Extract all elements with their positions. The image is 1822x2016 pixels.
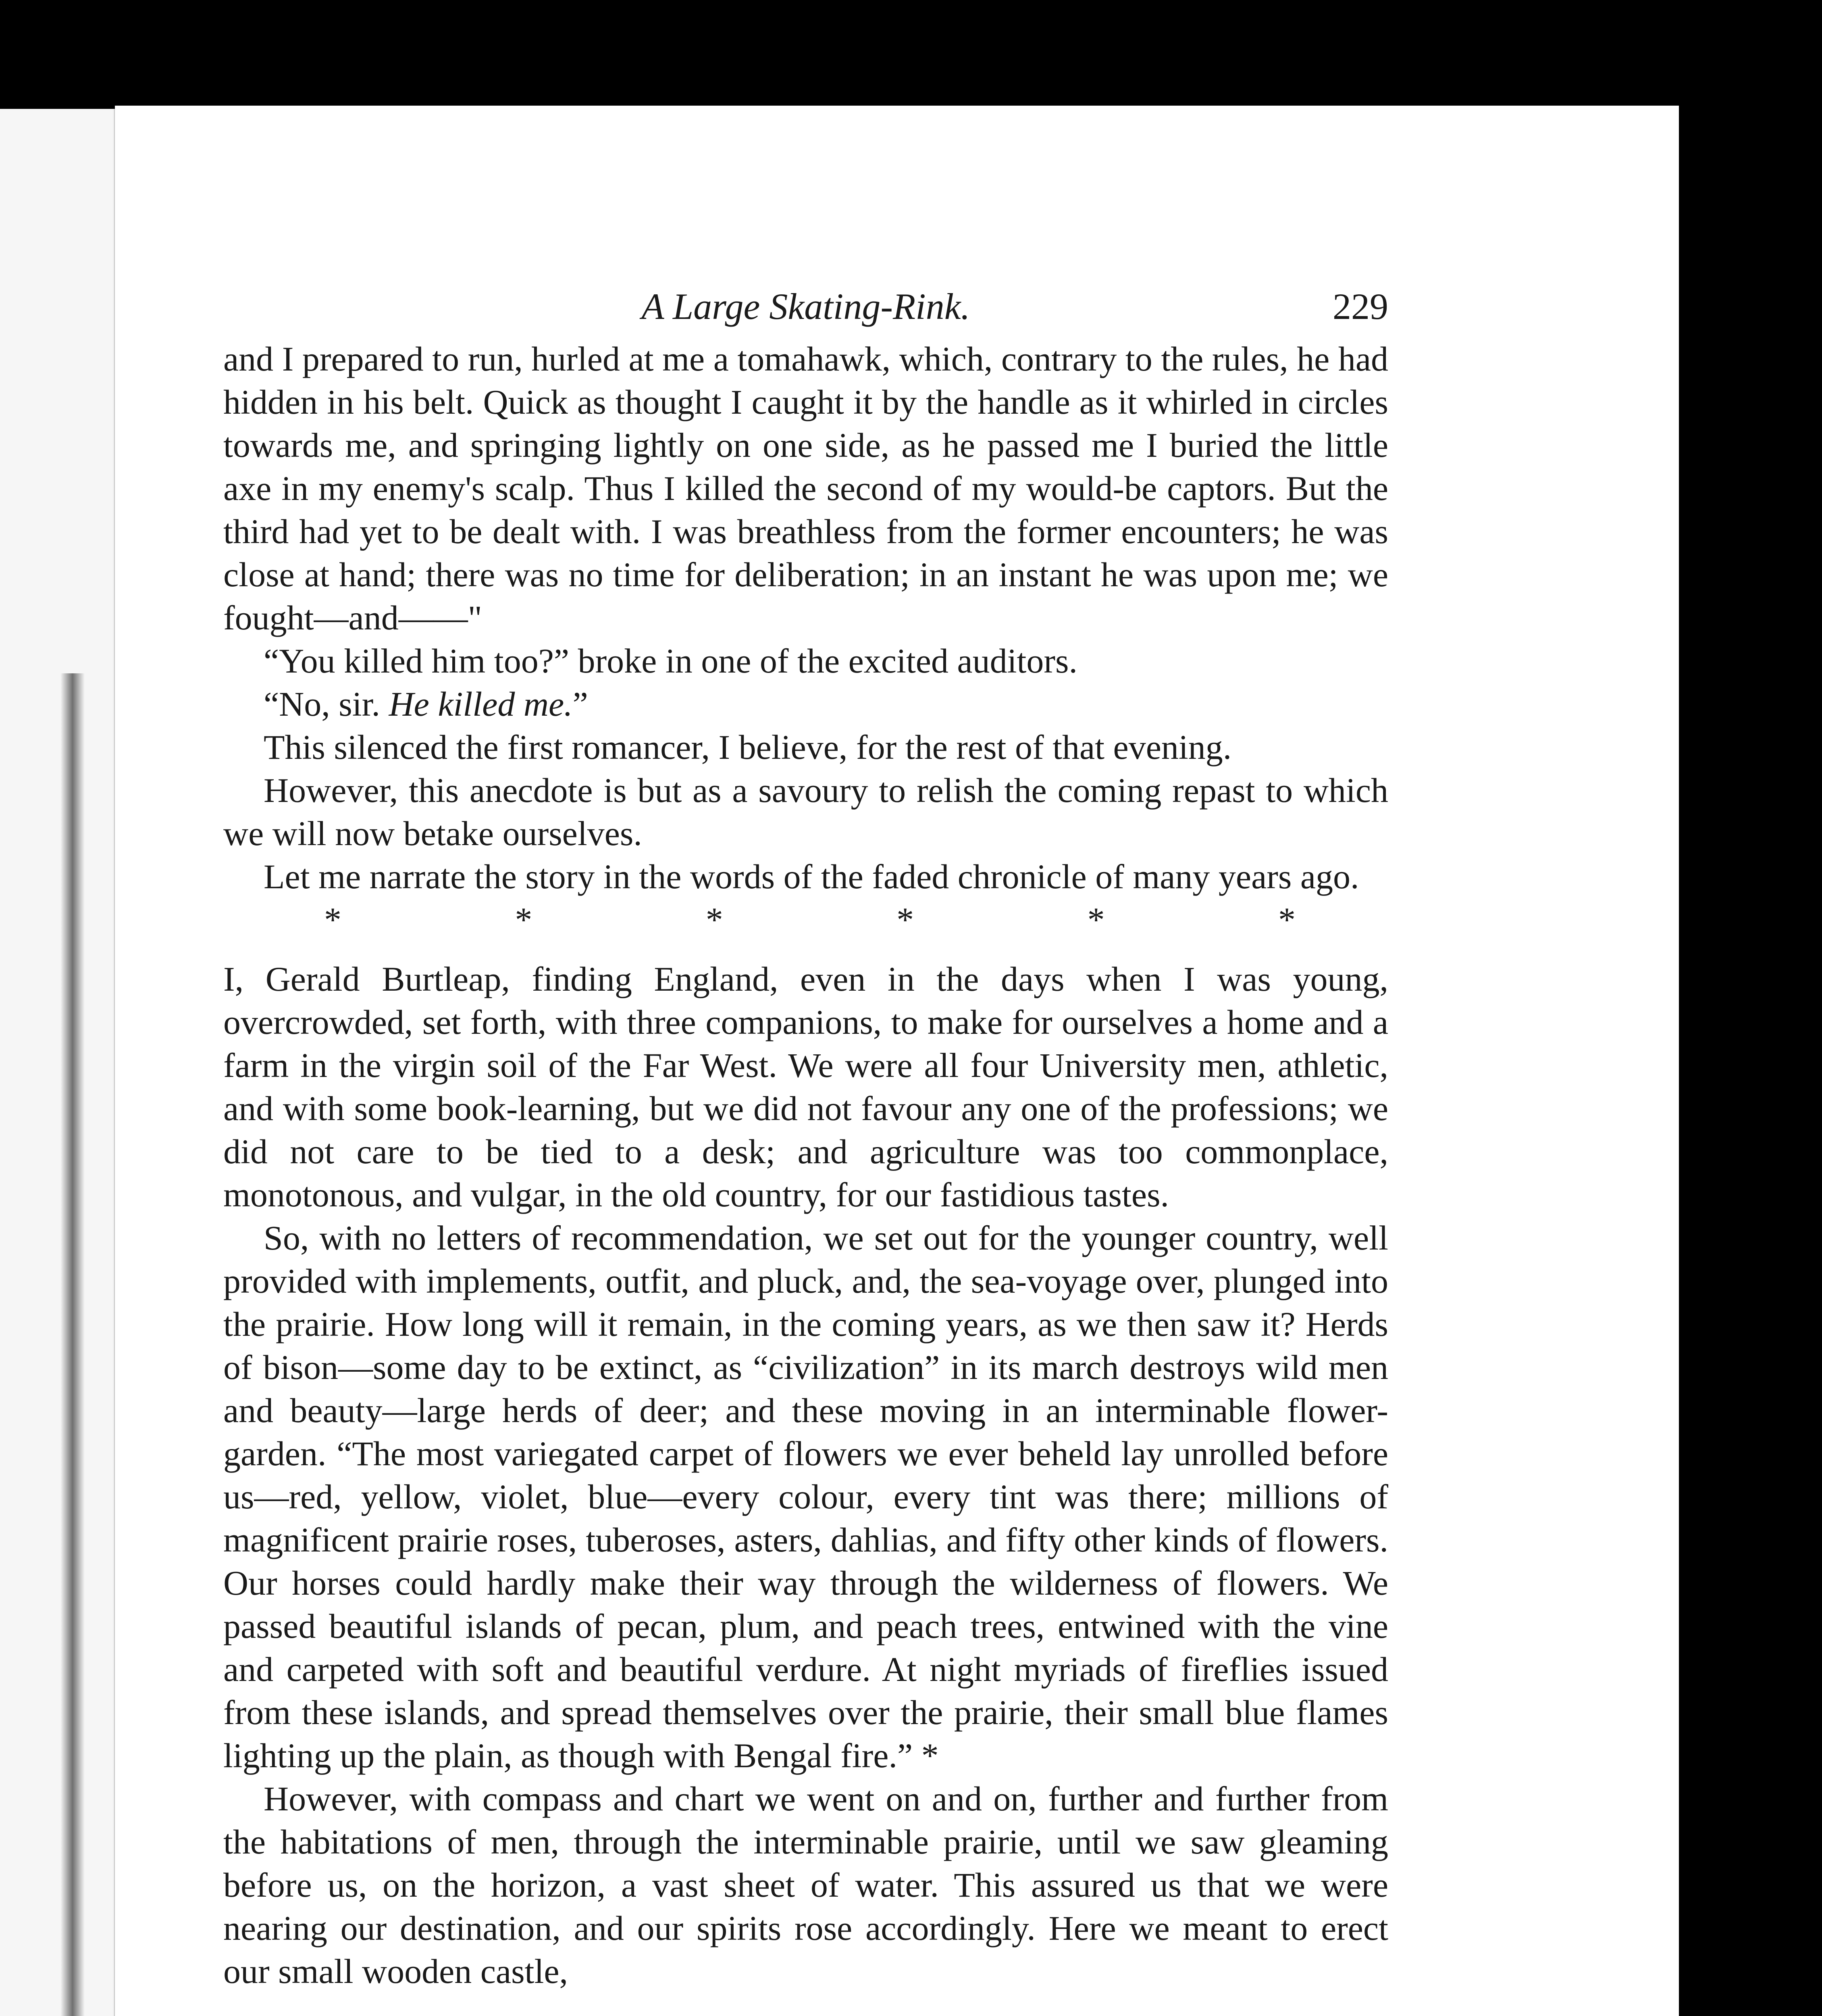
- asterisk: *: [515, 900, 532, 939]
- asterisk: *: [1087, 900, 1105, 939]
- paragraph: Let me narrate the story in the words of the faded chronicle of many years ago.: [264, 857, 1359, 896]
- page-number: 229: [1333, 286, 1388, 327]
- paragraph: However, with compass and chart we went on and on, further and further from the habitations of men, through the interminable prairie, until we saw gleaming before us, on the horizon, a vast sheet of water. This assured us that we were nearing our destination, and our spirits rose accordingly. Here we meant to erect our small wooden castle,: [223, 1779, 1388, 1991]
- paragraph: “You killed him too?” broke in one of the excited auditors.: [264, 641, 1077, 680]
- paragraph-dialogue: [223, 683, 1388, 726]
- facing-page-edge: [0, 109, 123, 2016]
- dialogue-suffix: ”: [572, 685, 588, 723]
- paragraph: and I prepared to run, hurled at me a tomahawk, which, contrary to the rules, he had hidden in his belt. Quick as thought I caught it by the handle as it whirled in circles towards me, and springing lightly on one side, as he passed me I buried the little axe in my enemy's scalp. Thus I killed the second of my would-be captors. But the third had yet to be dealt with. I was breathless from the former encounters; he was close at hand; there was no time for deliberation; in an instant he was upon me; we fought—and——": [223, 339, 1388, 637]
- asterisk: *: [705, 900, 723, 939]
- book-page: [115, 106, 1679, 2016]
- running-head: [223, 285, 1388, 337]
- running-title: A Large Skating-Rink.: [641, 286, 970, 327]
- paragraph: However, this anecdote is but as a savoury to relish the coming repast to which we will now betake ourselves.: [223, 771, 1388, 853]
- asterisk: *: [896, 900, 914, 939]
- asterisk: *: [1278, 900, 1296, 939]
- paragraph: I, Gerald Burtleap, finding England, even in the days when I was young, overcrowded, set forth, with three companions, to make for ourselves a home and a farm in the virgin soil of the Far West. We were all four University men, athletic, and with some book-learning, but we did not favour any one of the professions; we did not care to be tied to a desk; and agriculture was too commonplace, monotonous, and vulgar, in the old country, for our fastidious tastes.: [223, 960, 1388, 1214]
- binding-shadow: [60, 673, 85, 2016]
- dialogue-italic: He killed me.: [389, 685, 573, 723]
- dialogue-prefix: “No, sir.: [264, 685, 389, 723]
- page-content: [223, 285, 1388, 2016]
- paragraph: So, with no letters of recommendation, we set out for the younger country, well provided with implements, outfit, and pluck, and, the sea-voyage over, plunged into the prairie. How long will it remain, in the coming years, as we then saw it? Herds of bison—some day to be extinct, as “civilization” in its march destroys wild men and beauty—large herds of deer; and these moving in an interminable flower-garden. “The most variegated carpet of flowers we ever beheld lay unrolled before us—red, yellow, violet, blue—every colour, every tint was there; millions of magnificent prairie roses, tuberoses, asters, dahlias, and fifty other kinds of flowers. Our horses could hardly make their way through the wilderness of flowers. We passed beautiful islands of pecan, plum, and peach trees, entwined with the vine and carpeted with soft and beautiful verdure. At night myriads of fireflies issued from these islands, and spread themselves over the prairie, their small blue flames lighting up the plain, as though with Bengal fire.” *: [223, 1218, 1388, 1775]
- body-text: [223, 337, 1388, 1993]
- paragraph: This silenced the first romancer, I believe, for the rest of that evening.: [264, 728, 1232, 766]
- asterisk: *: [324, 900, 341, 939]
- section-break: [223, 898, 1388, 941]
